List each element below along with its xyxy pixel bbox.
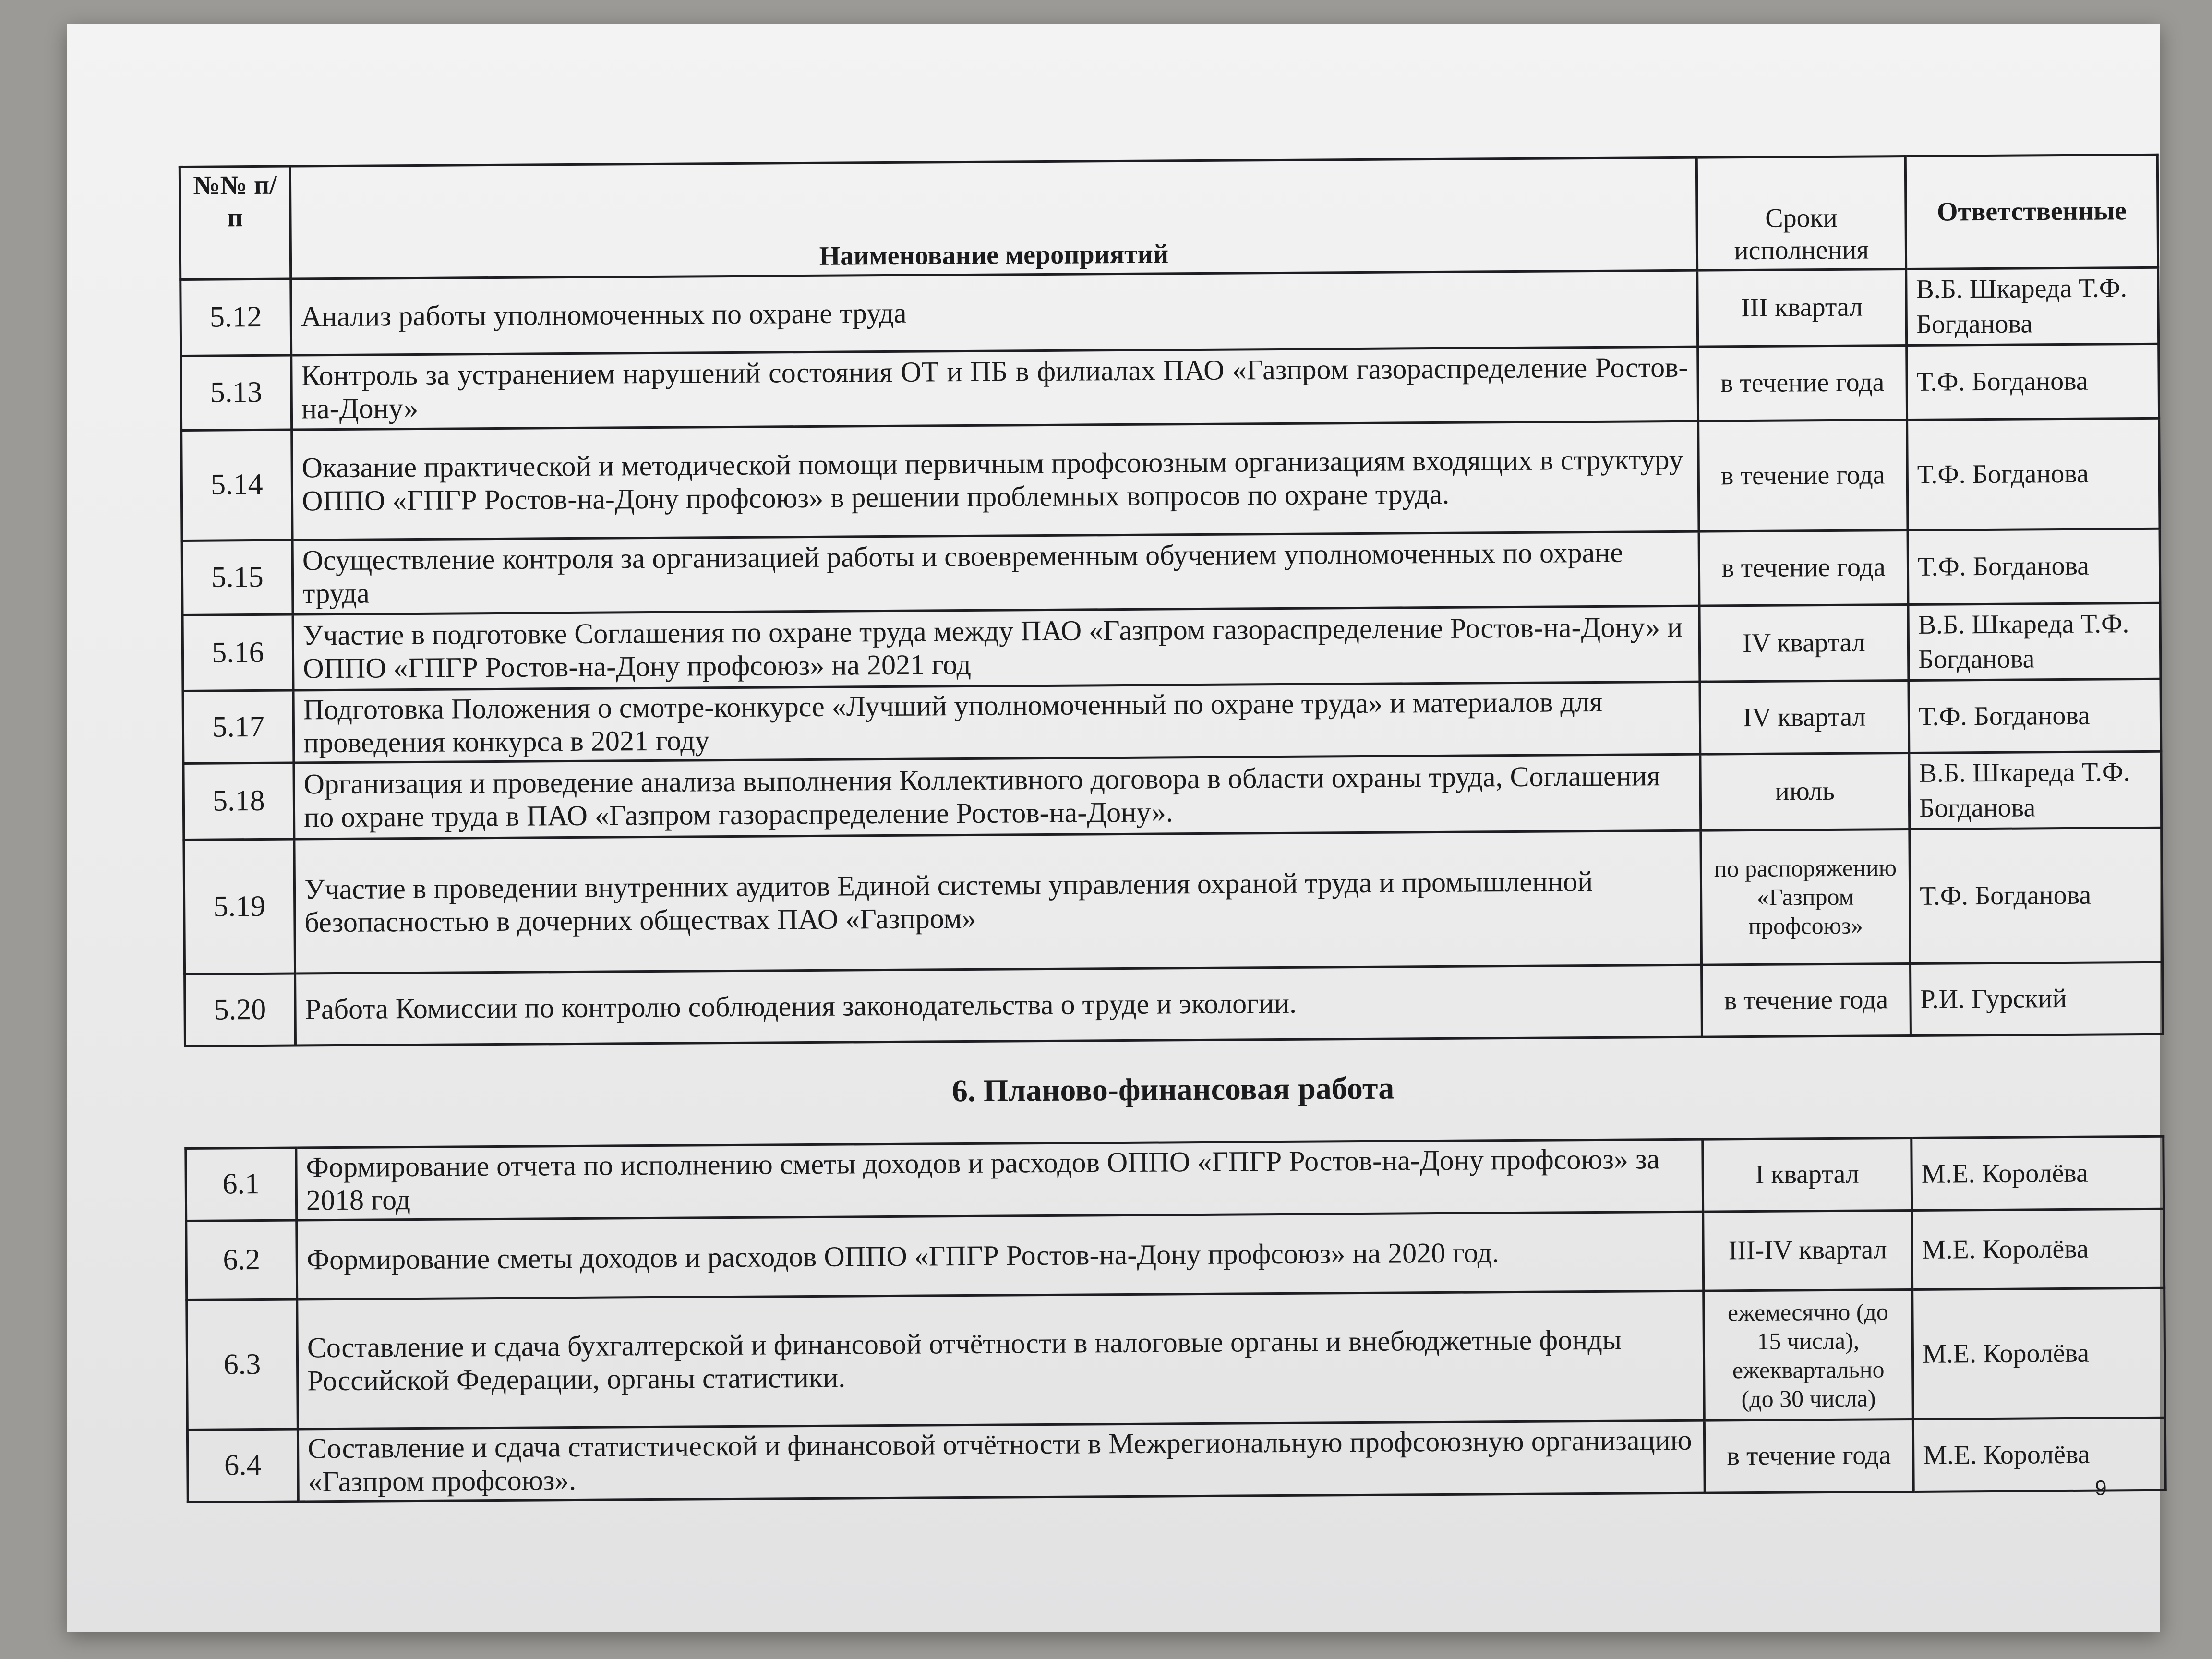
- table-header-row: [180, 155, 2158, 279]
- event-responsible: В.Б. Шкареда Т.Ф. Богданова: [1909, 751, 2162, 829]
- event-responsible: Т.Ф. Богданова: [1907, 344, 2159, 420]
- table-row: [186, 1209, 2164, 1300]
- event-due: в течение года: [1704, 1419, 1913, 1493]
- header-num: №№ п/п: [180, 166, 290, 279]
- event-name: Формирование отчета по исполнению сметы доходов и расходов ОППО «ГПГР Ростов-на-Дону профсоюз» за 2018 год: [296, 1139, 1703, 1220]
- row-number: 5.18: [183, 763, 294, 840]
- table-row: [181, 344, 2159, 430]
- row-number: 5.16: [182, 614, 293, 691]
- event-name: Участие в проведении внутренних аудитов Единой системы управления охраной труда и промышленной безопасностью в дочерних обществах ПАО «Газпром»: [294, 830, 1702, 974]
- table-row: [187, 1288, 2165, 1430]
- row-number: 5.17: [183, 690, 294, 763]
- paper-sheet: [67, 24, 2160, 1632]
- row-number: 6.2: [186, 1220, 297, 1300]
- table-row: [183, 679, 2161, 763]
- event-responsible: Т.Ф. Богданова: [1909, 679, 2161, 753]
- row-number: 5.20: [185, 974, 296, 1046]
- event-due: IV квартал: [1699, 604, 1909, 682]
- event-name: Организация и проведение анализа выполнения Коллективного договора в области охраны труда, Соглашения по охране труда в ПАО «Газпром газораспределение Ростов-на-Дону».: [294, 754, 1701, 839]
- row-number: 5.14: [181, 430, 292, 541]
- table-row: [187, 1418, 2165, 1502]
- event-responsible: В.Б. Шкареда Т.Ф. Богданова: [1908, 603, 2161, 681]
- event-name: Формирование сметы доходов и расходов ОППО «ГПГР Ростов-на-Дону профсоюз» на 2020 год.: [297, 1212, 1704, 1299]
- events-table-section-6: [184, 1135, 2166, 1503]
- event-name: Составление и сдача статистической и финансовой отчётности в Межрегиональную профсоюзную организацию «Газпром профсоюз».: [298, 1420, 1705, 1502]
- header-resp: Ответственные: [1905, 155, 2158, 269]
- event-name: Оказание практической и методической помощи первичным профсоюзным организациям входящих в структуру ОППО «ГПГР Ростов-на-Дону профсоюз» в решении проблемных вопросов по охране труда.: [292, 421, 1699, 540]
- event-responsible: Р.И. Гурский: [1911, 962, 2163, 1035]
- row-number: 6.3: [187, 1299, 298, 1430]
- event-due: IV квартал: [1700, 681, 1909, 755]
- event-due: июль: [1700, 753, 1910, 830]
- event-due: в течение года: [1702, 963, 1911, 1037]
- event-due: по распоряжению «Газпром профсоюз»: [1701, 829, 1911, 965]
- event-responsible: М.Е. Королёва: [1911, 1136, 2164, 1210]
- row-number: 5.15: [182, 540, 293, 615]
- event-responsible: Т.Ф. Богданова: [1908, 529, 2160, 604]
- row-number: 5.13: [181, 355, 292, 430]
- event-responsible: М.Е. Королёва: [1913, 1418, 2165, 1491]
- document-page: [178, 12, 2170, 1632]
- table-row: [180, 267, 2159, 356]
- row-number: 5.19: [184, 839, 295, 974]
- event-due: III квартал: [1697, 269, 1907, 347]
- event-name: Составление и сдача бухгалтерской и финансовой отчётности в налоговые органы и внебюджетные фонды Российской Федерации, органы статистики.: [297, 1291, 1705, 1429]
- table-row: [186, 1136, 2164, 1221]
- event-due: в течение года: [1699, 530, 1908, 606]
- event-responsible: М.Е. Королёва: [1912, 1209, 2164, 1289]
- events-table-section-5: [179, 154, 2164, 1047]
- table-row: [182, 529, 2160, 615]
- event-due: III-IV квартал: [1703, 1210, 1912, 1291]
- event-due: ежемесячно (до 15 числа), ежеквартально (до 30 числа): [1704, 1289, 1913, 1420]
- event-name: Участие в подготовке Соглашения по охране труда между ПАО «Газпром газораспределение Ростов-на-Дону» и ОППО «ГПГР Ростов-на-Дону профсоюз» на 2021 год: [293, 606, 1700, 690]
- event-due: в течение года: [1698, 420, 1908, 531]
- event-responsible: Т.Ф. Богданова: [1910, 828, 2163, 963]
- event-name: Контроль за устранением нарушений состояния ОТ и ПБ в филиалах ПАО «Газпром газораспределение Ростов-на-Дону»: [291, 347, 1698, 430]
- section-title: 6. Планово-финансовая работа: [951, 1070, 1395, 1109]
- event-name: Осуществление контроля за организацией работы и своевременным обучением уполномоченных по охране труда: [292, 531, 1699, 614]
- event-due: в течение года: [1698, 345, 1907, 421]
- table-row: [182, 603, 2161, 691]
- table-row: [185, 962, 2163, 1046]
- event-name: Анализ работы уполномоченных по охране труда: [291, 270, 1698, 355]
- event-responsible: В.Б. Шкареда Т.Ф. Богданова: [1906, 267, 2159, 345]
- table-row: [183, 751, 2162, 840]
- event-name: Подготовка Положения о смотре-конкурсе «Лучший уполномоченный по охране труда» и материалов для проведения конкурса в 2021 году: [293, 682, 1700, 763]
- event-responsible: Т.Ф. Богданова: [1907, 418, 2160, 530]
- table-row: [181, 418, 2160, 541]
- header-name: Наименование мероприятий: [290, 157, 1697, 279]
- event-due: I квартал: [1703, 1138, 1912, 1212]
- table-row: [184, 828, 2163, 974]
- event-responsible: М.Е. Королёва: [1912, 1288, 2165, 1419]
- row-number: 6.1: [186, 1148, 297, 1221]
- page-number: 9: [2095, 1476, 2107, 1500]
- event-name: Работа Комиссии по контролю соблюдения законодательства о труде и экологии.: [295, 965, 1702, 1046]
- header-due: Сроки исполнения: [1696, 156, 1906, 271]
- row-number: 5.12: [180, 279, 291, 356]
- row-number: 6.4: [187, 1429, 298, 1502]
